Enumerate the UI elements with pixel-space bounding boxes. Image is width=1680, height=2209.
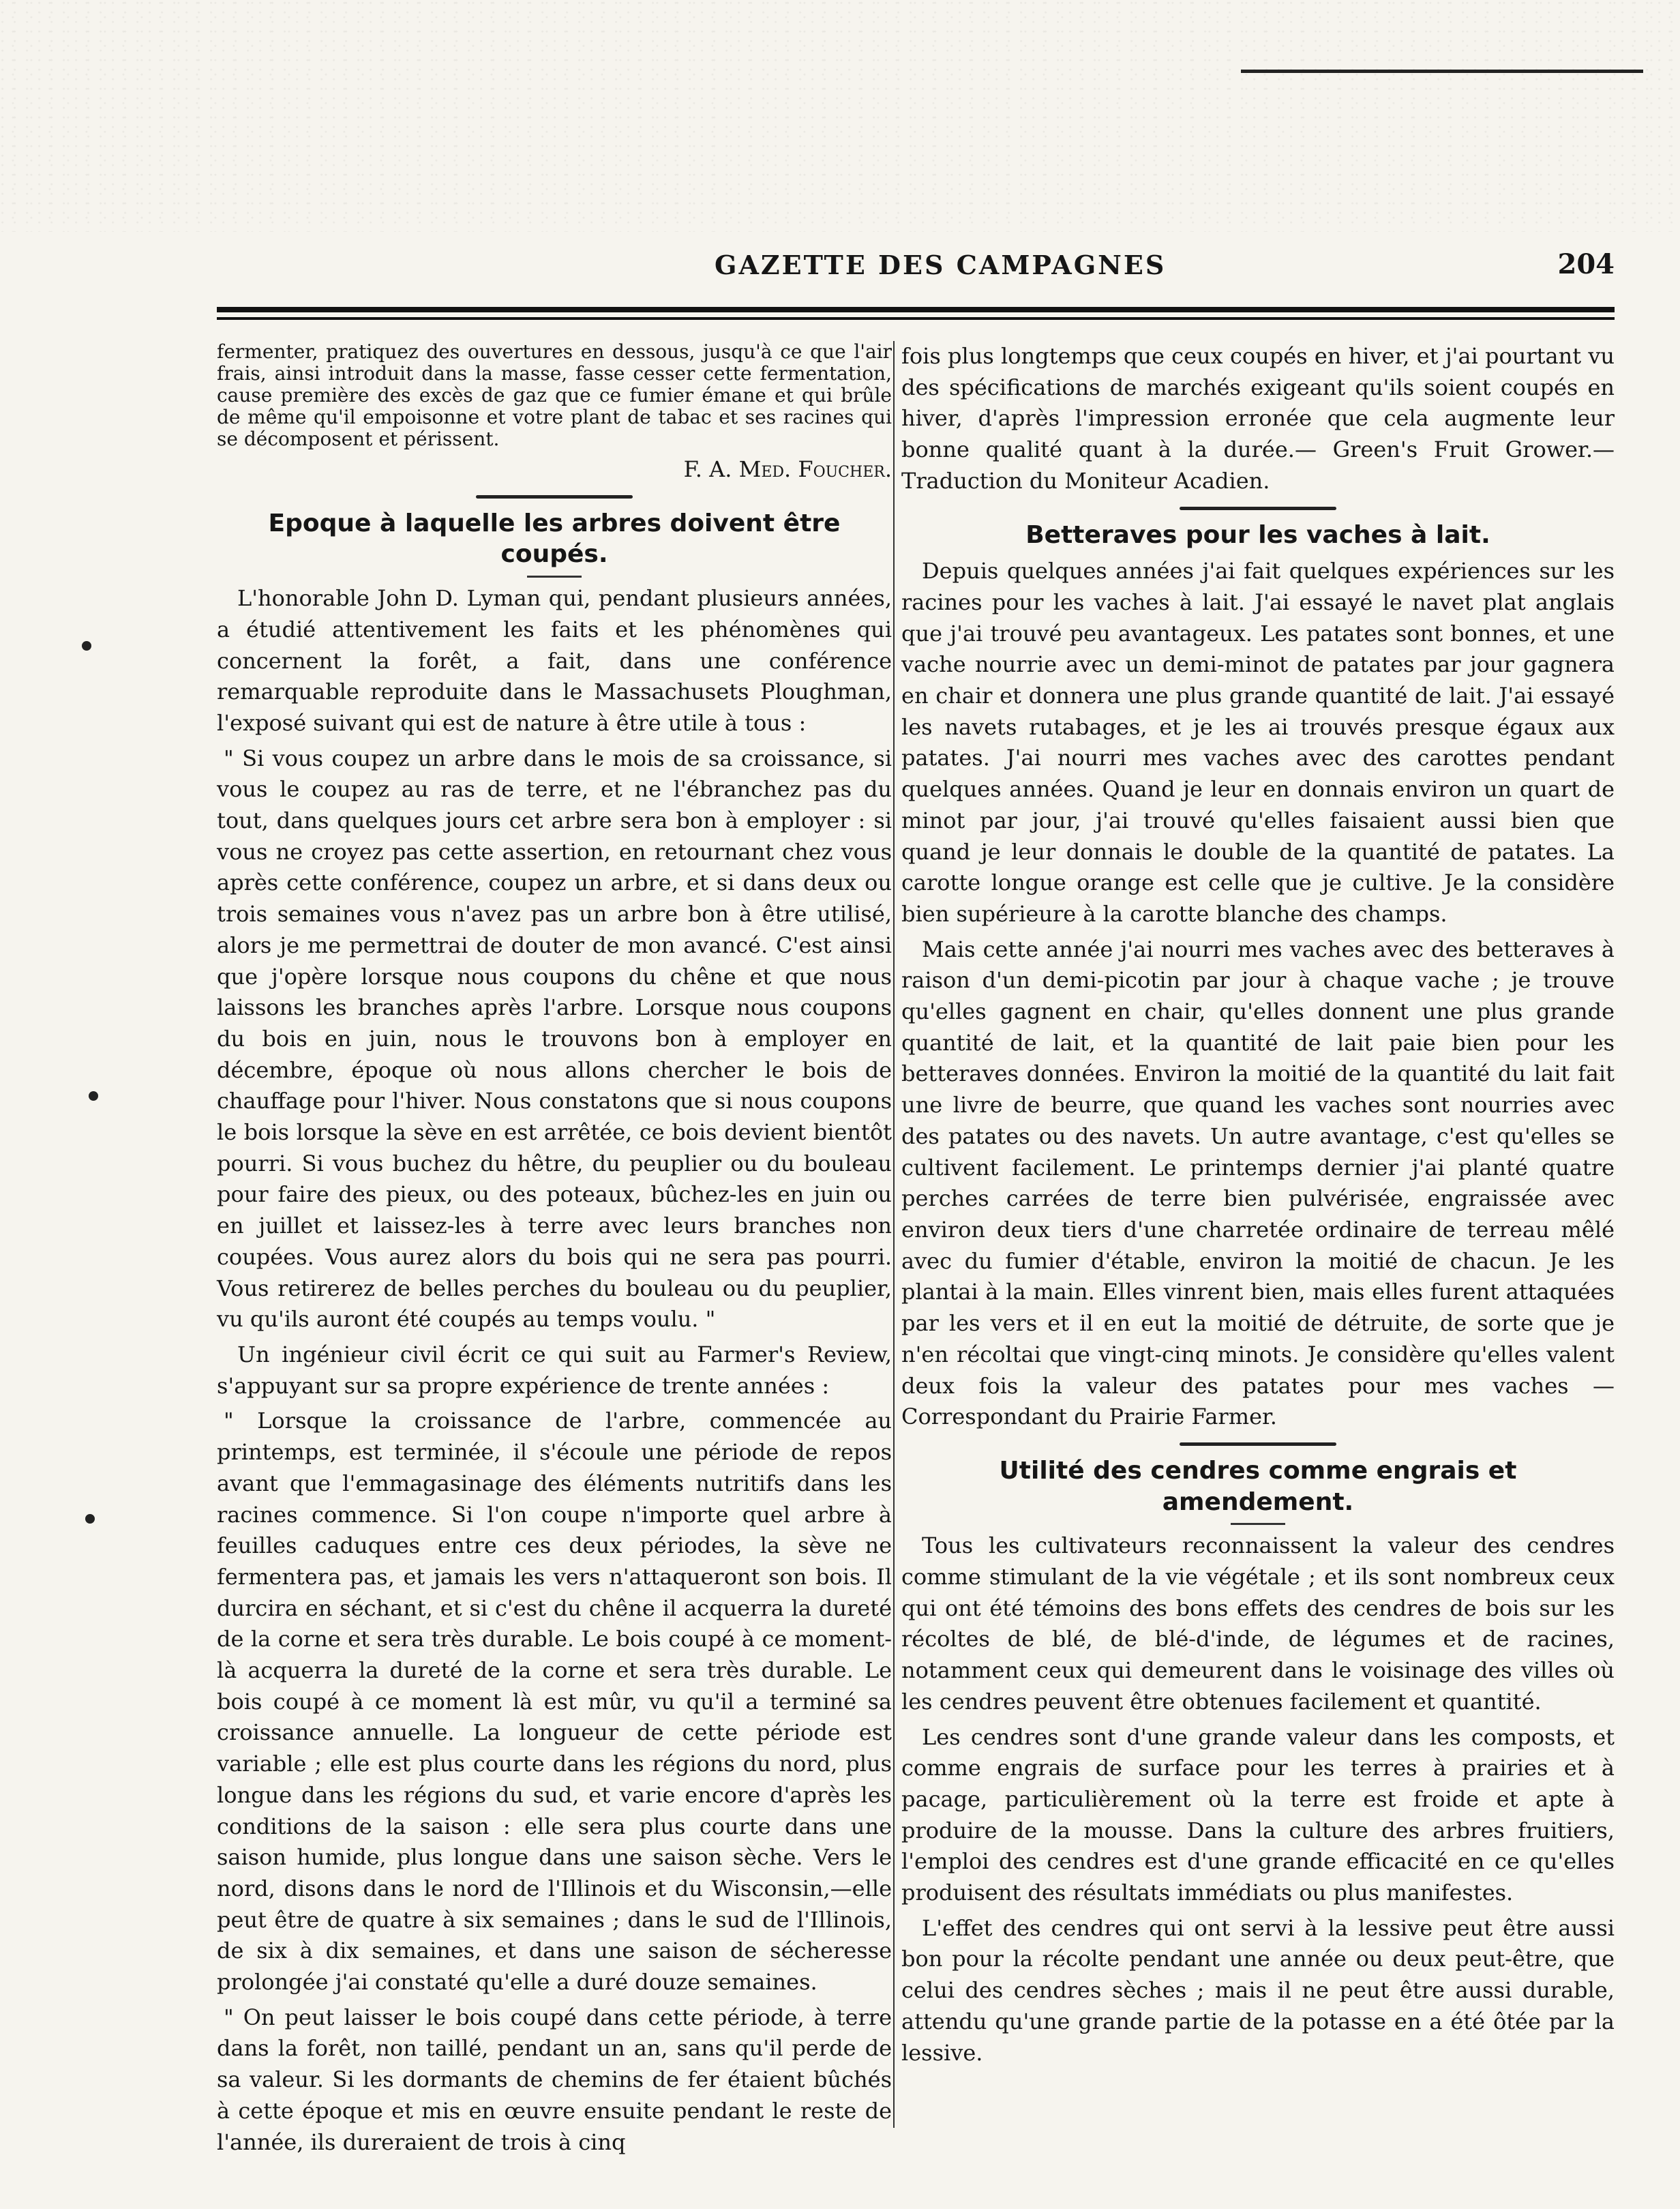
paragraph-continued: fois plus longtemps que ceux coupés en hiver, et j'ai pourtant vu des spécifications de marchés exigeant qu'ils soient coupés en hiver, d'après l'impression erronée que cela augmente leur bonne qualité quant à la durée.— Green's Fruit Grower.—Traduction du Moniteur Acadien.: [901, 343, 1615, 494]
paragraph: Un ingénieur civil écrit ce qui suit au Farmer's Review, s'appuyant sur sa propre expérience de trente années :: [217, 1341, 892, 1399]
header-rule-thin: [217, 317, 1615, 320]
left-column: [217, 340, 892, 2155]
heading-epoque: Epoque à laquelle les arbres doivent être coupés.: [217, 508, 892, 578]
top-rule: [1241, 70, 1643, 73]
section-separator: [476, 495, 633, 499]
margin-mark: [85, 1514, 95, 1524]
page-number: 204: [1557, 248, 1615, 280]
paragraph: Mais cette année j'ai nourri mes vaches avec des betteraves à raison d'un demi-picotin par jour à chaque vache ; je trouve qu'elles gagnent en chair, qu'elles donnent une plus grande quantité de lait, et la quantité de lait paie bien pour les betteraves données. Environ la moitié de la quantité du lait fait une livre de beurre, que quand les vaches sont nourries avec des patates ou des navets. Un autre avantage, c'est qu'elles se cultivent facilement. Le printemps dernier j'ai planté quatre perches carrées de terre bien pulvérisée, engraissée avec environ deux tiers d'une charretée ordinaire de terreau mêlé avec du fumier d'étable, environ la moitié de chacun. Je les plantai à la main. Elles vinrent bien, mais elles furent attaquées par les vers et il en eut la moitié de détruite, de sorte que je n'en récoltai que vingt-cinq minots. Je considère qu'elles valent deux fois la valeur des patates pour mes vaches — Correspondant du Prairie Farmer.: [901, 936, 1615, 1430]
page-header: [217, 247, 1615, 288]
paragraph: Depuis quelques années j'ai fait quelques expériences sur les racines pour les vaches à lait. J'ai essayé le navet plat anglais que j'ai trouvé peu avantageux. Les patates sont bonnes, et une vache nourrie avec un demi-minot de patates par jour gagnera en chair et donnera une plus grande quantité de lait. J'ai essayé les navets rutabages, et je les ai trouvés presque égaux aux patates. J'ai nourri mes vaches avec des carottes pendant quelques années. Quand je leur en donnais environ un quart de minot par jour, j'ai trouvé qu'elles faisaient aussi bien que quand je leur donnais le double de la quantité de patates. La carotte longue orange est celle que je cultive. Je la considère bien supérieure à la carotte blanche des champs.: [901, 558, 1615, 927]
margin-mark: [82, 641, 91, 651]
paragraph: Les cendres sont d'une grande valeur dans les composts, et comme engrais de surface pour les terres à prairies et à pacage, particulièrement où la terre est froide et apte à produire de la mousse. Dans la culture des arbres fruitiers, l'emploi des cendres est d'une grande efficacité en ce qu'elles produisent des résultats immédiats ou plus manifestes.: [901, 1723, 1615, 1906]
paper-texture: [0, 0, 1680, 232]
column-divider: [893, 341, 895, 2128]
right-column: [901, 341, 1615, 2128]
margin-marks: [0, 614, 136, 2182]
margin-mark: [89, 1091, 98, 1101]
signature: F. A. Med. Foucher.: [683, 456, 892, 482]
paragraph: Tous les cultivateurs reconnaissent la valeur des cendres comme stimulant de la vie végétale ; et ils sont nombreux ceux qui ont été témoins des bons effets des cendres de bois sur les récoltes de blé, de blé-d'inde, de légumes et de racines, notamment ceux qui demeurent dans le voisinage des villes où les cendres peuvent être obtenues facilement et quantité.: [901, 1532, 1615, 1715]
header-rule-thick: [217, 307, 1615, 312]
paragraph: L'effet des cendres qui ont servi à la lessive peut être aussi bon pour la récolte pendant une année ou deux peut-être, que celui des cendres sèches ; mais il ne peut être aussi durable, attendu qu'une grande partie de la potasse en a été ôtée par la lessive.: [901, 1914, 1615, 2066]
paragraph: L'honorable John D. Lyman qui, pendant plusieurs années, a étudié attentivement les faits et les phénomènes qui concernent la forêt, a fait, dans une conférence remarquable reproduite dans le Massachusets Ploughman, l'exposé suivant qui est de nature à être utile à tous :: [217, 585, 892, 736]
paragraph: " Si vous coupez un arbre dans le mois de sa croissance, si vous le coupez au ras de terre, et ne l'ébranchez pas du tout, dans quelques jours cet arbre sera bon à employer : si vous ne croyez pas cette assertion, en retournant chez vous après cette conférence, coupez un arbre, et si dans deux ou trois semaines vous n'avez pas un arbre bon à être utilisé, alors je me permettrai de douter de mon avancé. C'est ainsi que j'opère lorsque nous coupons du chêne et que nous laissons les branches après l'arbre. Lorsque nous coupons du bois en juin, nous le trouvons bon à employer en décembre, époque où nous allons chercher le bois de chauffage pour l'hiver. Nous constatons que si nous coupons le bois lorsque la sève en est arrêtée, ce bois devient bientôt pourri. Si vous buchez du hêtre, du peuplier ou du bouleau pour faire des pieux, ou des poteaux, bûchez-les en juin ou en juillet et laissez-les à terre avec leurs branches non coupées. Vous aurez alors du bois qui ne sera pas pourri. Vous retirerez de belles perches du bouleau ou du peuplier, vu qu'ils auront été coupés au temps voulu. ": [217, 745, 892, 1333]
section-separator: [1180, 507, 1336, 510]
paragraph-intro: fermenter, pratiquez des ouvertures en dessous, jusqu'à ce que l'air frais, ainsi introduit dans la masse, fasse cesser cette fermentation, cause première des excès de gaz que ce fumier émane et qui brûle de même qu'il empoisonne et votre plant de tabac et ses racines qui se décomposent et périssent.: [217, 340, 892, 450]
heading-betteraves: Betteraves pour les vaches à lait.: [1025, 520, 1490, 549]
paragraph: " Lorsque la croissance de l'arbre, commencée au printemps, est terminée, il s'écoule une période de repos avant que l'emmagasinage des éléments nutritifs dans les racines commence. Si l'on coupe n'importe quel arbre à feuilles caduques entre ces deux périodes, la sève ne fermentera pas, et jamais les vers n'attaqueront son bois. Il durcira en séchant, et si c'est du chêne il acquerra la dureté de la corne et sera très durable. Le bois coupé à ce moment-là acquerra la dureté de la corne et sera très durable. Le bois coupé à ce moment là est mûr, vu qu'il a terminé sa croissance annuelle. La longueur de cette période est variable ; elle est plus courte dans les régions du nord, plus longue dans les régions du sud, et varie encore d'après les conditions de la saison : elle sera plus courte dans une saison humide, plus longue dans une saison sèche. Vers le nord, disons dans le nord de l'Illinois et du Wisconsin,—elle peut être de quatre à six semaines ; dans le sud de l'Illinois, de six à dix semaines, et dans une saison de sécheresse prolongée j'ai constaté qu'elle a duré douze semaines.: [217, 1408, 892, 1996]
heading-cendres: Utilité des cendres comme engrais et amendement.: [901, 1455, 1615, 1525]
running-title: GAZETTE DES CAMPAGNES: [715, 250, 1167, 280]
paragraph: " On peut laisser le bois coupé dans cette période, à terre dans la forêt, non taillé, pendant un an, sans qu'il perde de sa valeur. Si les dormants de chemins de fer étaient bûchés à cette époque et mis en œuvre ensuite pendant le reste de l'année, ils dureraient de trois à cinq: [217, 2004, 892, 2155]
section-separator: [1180, 1442, 1336, 1446]
